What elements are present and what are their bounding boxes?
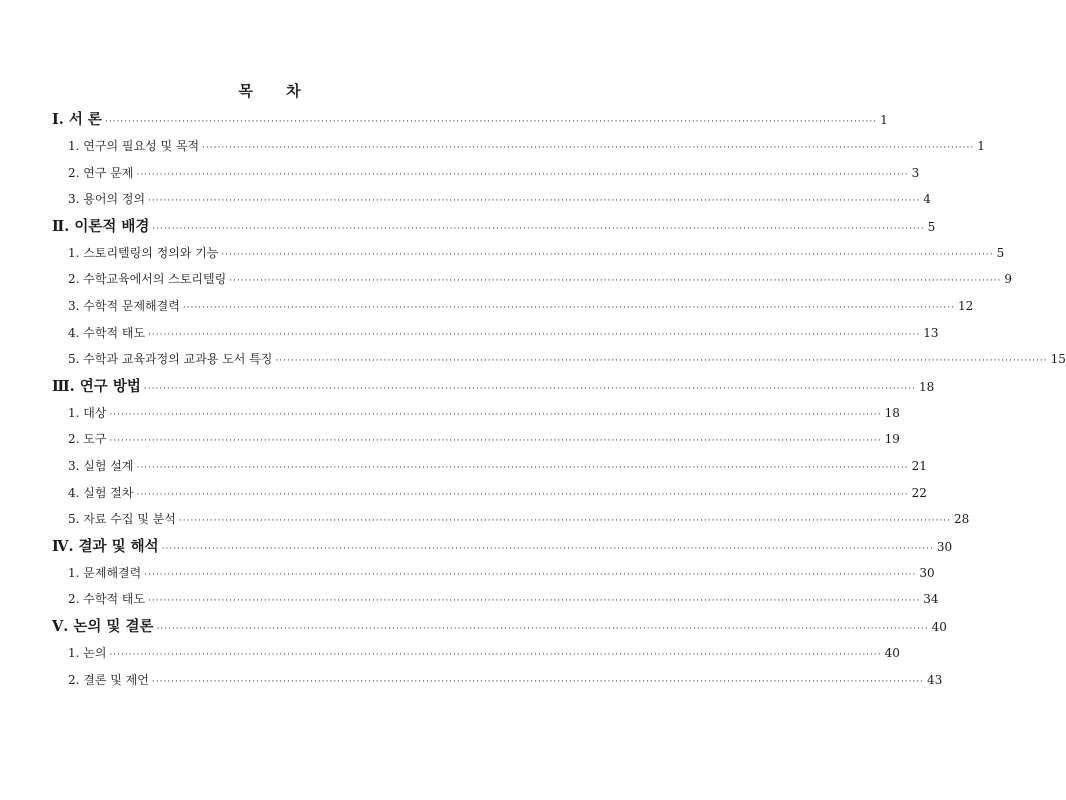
toc-page-number: 34: [923, 592, 939, 607]
toc-page-number: 5: [927, 219, 936, 234]
toc-page-number: 28: [954, 512, 970, 527]
dot-leader: ········································································································································································································: [182, 302, 955, 313]
dot-leader: ········································································································································································································: [151, 676, 925, 687]
toc-section[interactable]: [52, 320, 939, 347]
toc-section[interactable]: [52, 266, 1012, 293]
toc-label: 1. 대상: [68, 405, 107, 420]
dot-leader: ········································································································································································································: [161, 543, 934, 554]
toc-label: 2. 연구 문제: [68, 165, 134, 180]
toc-section[interactable]: [52, 586, 939, 613]
toc-section[interactable]: [52, 346, 1066, 373]
dot-leader: ········································································································································································································: [221, 249, 994, 260]
toc-section[interactable]: [52, 506, 970, 533]
dot-leader: ········································································································································································································: [229, 276, 1002, 287]
toc-chapter[interactable]: [52, 106, 888, 133]
page-title: 목 차: [238, 82, 315, 100]
dot-leader: ········································································································································································································: [275, 356, 1048, 367]
dot-leader: ········································································································································································································: [144, 569, 917, 580]
toc-page-number: 21: [911, 458, 927, 473]
toc-label: 1. 논의: [68, 645, 107, 660]
dot-leader: ········································································································································································································: [202, 143, 975, 153]
toc-page-number: 4: [923, 192, 931, 207]
toc-label: Ⅲ. 연구 방법: [52, 377, 141, 395]
toc-label: 1. 스토리텔링의 정의와 기능: [68, 245, 219, 260]
toc-section[interactable]: [52, 667, 943, 694]
dot-leader: ········································································································································································································: [178, 516, 952, 527]
toc-page-number: 30: [936, 539, 953, 554]
toc-chapter[interactable]: [52, 613, 947, 640]
toc-chapter[interactable]: [52, 373, 935, 400]
toc-section[interactable]: [52, 160, 920, 187]
toc-label: 4. 수학적 태도: [68, 325, 146, 340]
toc-page-number: 9: [1004, 272, 1012, 287]
toc-label: 3. 수학적 문제해결력: [68, 298, 180, 313]
dot-leader: ········································································································································································································: [143, 383, 917, 394]
toc-page-number: 30: [919, 565, 935, 580]
toc-label: Ⅴ. 논의 및 결론: [52, 617, 154, 635]
toc-page-number: 1: [880, 113, 888, 127]
toc-page-number: 1: [977, 139, 985, 153]
toc-page-number: 18: [884, 405, 900, 420]
toc-label: 1. 연구의 필요성 및 목적: [68, 139, 200, 153]
toc-page-number: 18: [919, 379, 935, 394]
toc-section[interactable]: [52, 133, 985, 160]
toc-label: 5. 자료 수집 및 분석: [68, 512, 176, 527]
toc-label: Ⅱ. 이론적 배경: [52, 217, 150, 235]
toc-label: 3. 실험 설계: [68, 458, 134, 473]
toc-label: 2. 도구: [68, 432, 107, 447]
toc-section[interactable]: [52, 240, 1005, 267]
dot-leader: ········································································································································································································: [104, 117, 878, 127]
dot-leader: ········································································································································································································: [136, 462, 909, 473]
toc-page-number: 22: [911, 485, 927, 500]
toc-section[interactable]: [52, 293, 974, 320]
toc-page-number: 15: [1050, 352, 1066, 367]
toc-page-number: 12: [958, 298, 974, 313]
toc-page-number: 40: [884, 645, 900, 660]
toc-label: Ⅳ. 결과 및 해석: [52, 537, 159, 555]
toc-label: 2. 수학적 태도: [68, 592, 146, 607]
dot-leader: ········································································································································································································: [136, 489, 909, 500]
dot-leader: ········································································································································································································: [109, 649, 882, 660]
toc-section[interactable]: [52, 426, 900, 453]
toc-chapter[interactable]: [52, 213, 936, 240]
toc-page-number: 43: [927, 672, 943, 687]
dot-leader: ········································································································································································································: [156, 623, 929, 634]
toc-label: 2. 수학교육에서의 스토리텔링: [68, 272, 227, 287]
dot-leader: ········································································································································································································: [109, 409, 882, 420]
toc-section[interactable]: [52, 480, 927, 507]
dot-leader: ········································································································································································································: [148, 196, 921, 207]
dot-leader: ········································································································································································································: [109, 436, 882, 447]
toc-section[interactable]: [52, 186, 931, 213]
toc-section[interactable]: [52, 453, 927, 480]
toc-label: 1. 문제해결력: [68, 565, 142, 580]
toc-page-number: 13: [923, 325, 939, 340]
toc-page-number: 3: [911, 165, 920, 180]
toc-section[interactable]: [52, 640, 900, 667]
dot-leader: ········································································································································································································: [148, 596, 921, 607]
toc-chapter[interactable]: [52, 533, 953, 560]
toc-page-number: 19: [884, 432, 900, 447]
toc-section[interactable]: [52, 400, 900, 427]
toc-page-number: 40: [931, 619, 947, 634]
dot-leader: ········································································································································································································: [136, 169, 909, 180]
dot-leader: ········································································································································································································: [152, 223, 925, 234]
toc-label: Ⅰ. 서 론: [52, 111, 102, 128]
toc-label: 3. 용어의 정의: [68, 192, 146, 207]
table-of-contents: [52, 106, 1066, 693]
toc-label: 2. 결론 및 제언: [68, 672, 149, 687]
dot-leader: ········································································································································································································: [148, 329, 921, 340]
toc-label: 4. 실험 절차: [68, 485, 134, 500]
toc-section[interactable]: [52, 560, 935, 587]
toc-page-number: 5: [996, 245, 1005, 260]
toc-label: 5. 수학과 교육과정의 교과용 도서 특징: [68, 352, 273, 367]
